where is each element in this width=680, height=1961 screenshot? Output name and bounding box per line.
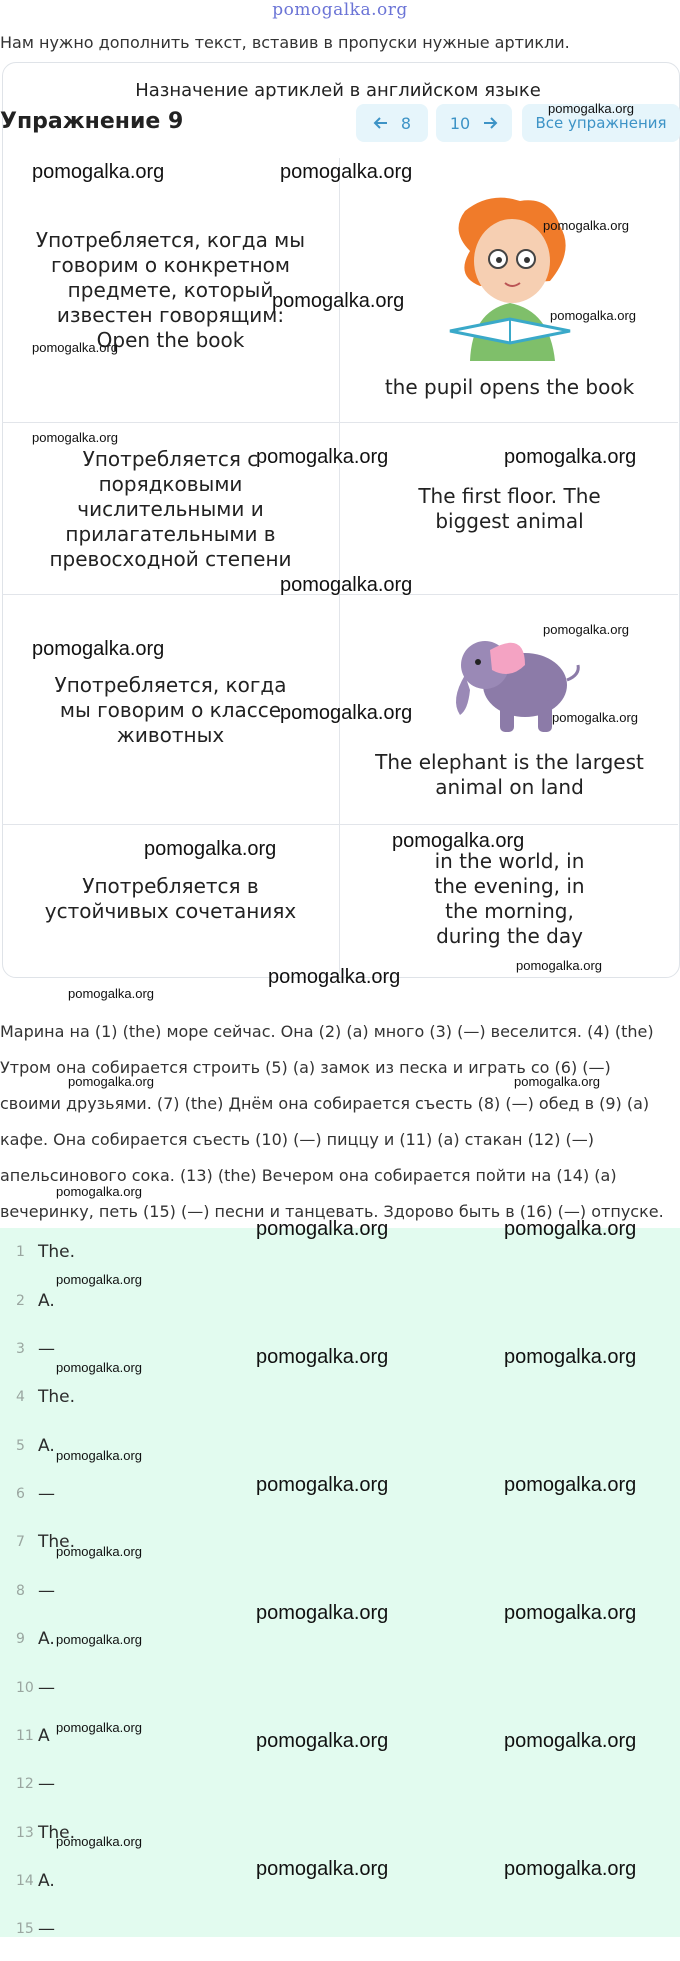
exercise-line: Утром она собирается строить (5) (a) замок из песка и играть со (6) (—) [0,1058,611,1077]
rule-usage: Употребляется, когда мы говорим о классе животных [2,595,340,825]
next-exercise-button[interactable] [436,104,512,142]
site-logo[interactable]: pomogalka.org [272,0,408,20]
watermark: pomogalka.org [256,1602,389,1624]
card-title-cut [0,78,676,86]
watermark: pomogalka.org [550,308,636,323]
watermark: pomogalka.org [56,1360,142,1375]
watermark: pomogalka.org [32,638,165,660]
answer-row [0,1293,680,1333]
watermark: pomogalka.org [256,1474,389,1496]
answer-number: 14 [16,1873,34,1889]
exercise-line: апельсинового сока. (13) (the) Вечером она собирается пойти на (14) (a) [0,1166,617,1185]
next-label: 10 [449,113,471,133]
rule-usage: Употребляется, когда мы говорим о конкретном предмете, который известен говорящим: Open the book [2,158,340,422]
girl-reading-icon [410,191,610,361]
answer-value: — [38,1774,55,1794]
watermark: pomogalka.org [504,446,637,468]
watermark: pomogalka.org [256,1218,389,1240]
arrow-right-icon [482,115,498,131]
rule-row [2,824,678,973]
answer-value: — [38,1581,55,1601]
answer-number: 12 [16,1776,34,1792]
answer-row [0,1776,680,1816]
answer-value: A. [38,1436,55,1456]
watermark: pomogalka.org [56,1448,142,1463]
prev-exercise-button[interactable] [356,104,428,142]
watermark: pomogalka.org [516,958,602,973]
answer-number: 7 [16,1534,25,1550]
answer-value: — [38,1919,55,1939]
exercise-line: своими друзьями. (7) (the) Днём она собирается съесть (8) (—) обед в (9) (a) [0,1094,650,1113]
answer-value: The. [38,1532,76,1552]
answer-number: 3 [16,1341,25,1357]
watermark: pomogalka.org [256,1730,389,1752]
answer-value: A. [38,1871,55,1891]
rule-usage: Употребляется с порядковыми числительными и прилагательными в превосходной степени [2,423,340,595]
watermark: pomogalka.org [548,101,634,116]
watermark: pomogalka.org [56,1834,142,1849]
answer-row [0,1389,680,1429]
exercise-title: Упражнение 9 [0,109,184,134]
watermark: pomogalka.org [504,1218,637,1240]
answer-value: — [38,1484,55,1504]
answer-value: — [38,1678,55,1698]
watermark: pomogalka.org [504,1602,637,1624]
answer-number: 10 [16,1680,34,1696]
watermark: pomogalka.org [543,622,629,637]
answer-number: 9 [16,1631,25,1647]
watermark: pomogalka.org [504,1346,637,1368]
answer-value: The. [38,1242,76,1262]
watermark: pomogalka.org [144,838,277,860]
watermark: pomogalka.org [32,340,118,355]
watermark: pomogalka.org [56,1272,142,1287]
answer-value: The. [38,1387,76,1407]
rule-example: The elephant is the largest animal on land [375,750,644,799]
answer-number: 5 [16,1438,25,1454]
prev-label: 8 [400,113,412,133]
watermark: pomogalka.org [256,1346,389,1368]
watermark: pomogalka.org [504,1730,637,1752]
watermark: pomogalka.org [256,446,389,468]
exercise-line: Марина на (1) (the) море сейчас. Она (2) (a) много (3) (—) веселится. (4) (the) [0,1022,654,1041]
answer-number: 4 [16,1389,25,1405]
watermark: pomogalka.org [552,710,638,725]
rule-example: The first floor. The biggest animal [418,484,601,533]
answers-panel [0,1228,680,1937]
answer-number: 1 [16,1244,25,1260]
watermark: pomogalka.org [504,1858,637,1880]
watermark: pomogalka.org [68,1074,154,1089]
answer-value: A. [38,1291,55,1311]
answer-number: 13 [16,1825,34,1841]
answer-value: A. [38,1629,55,1649]
watermark: pomogalka.org [280,702,413,724]
rule-example: the pupil opens the book [384,374,635,399]
watermark: pomogalka.org [514,1074,600,1089]
exercise-line: кафе. Она собирается съесть (10) (—) пиццу и (11) (a) стакан (12) (—) [0,1130,595,1149]
watermark: pomogalka.org [504,1474,637,1496]
arrow-left-icon [373,115,389,131]
watermark: pomogalka.org [392,830,525,852]
watermark: pomogalka.org [68,986,154,1001]
watermark: pomogalka.org [280,574,413,596]
rule-example: in the world, in the evening, in the morning, during the day [434,849,585,948]
answer-number: 11 [16,1728,34,1744]
intro-text: Нам нужно дополнить текст, вставив в пропуски нужные артикли. [0,33,570,52]
all-exercises-button[interactable]: Все упражнения [522,104,680,142]
watermark: pomogalka.org [56,1544,142,1559]
answer-number: 8 [16,1583,25,1599]
answer-number: 6 [16,1486,25,1502]
answer-row [0,1921,680,1961]
watermark: pomogalka.org [56,1184,142,1199]
rule-usage: Употребляется в устойчивых сочетаниях [2,825,340,973]
answer-number: 15 [16,1921,34,1937]
watermark: pomogalka.org [272,290,405,312]
answer-value: — [38,1339,55,1359]
watermark: pomogalka.org [56,1720,142,1735]
watermark: pomogalka.org [256,1858,389,1880]
watermark: pomogalka.org [32,161,165,183]
watermark: pomogalka.org [280,161,413,183]
watermark: pomogalka.org [543,218,629,233]
watermark: pomogalka.org [56,1632,142,1647]
answer-value: The. [38,1823,76,1843]
watermark: pomogalka.org [268,966,401,988]
answer-row [0,1680,680,1720]
answer-number: 2 [16,1293,25,1309]
exercise-line: вечеринку, петь (15) (—) песни и танцевать. Здорово быть в (16) (—) отпуске. [0,1202,664,1221]
watermark: pomogalka.org [32,430,118,445]
answer-value: A [38,1726,50,1746]
